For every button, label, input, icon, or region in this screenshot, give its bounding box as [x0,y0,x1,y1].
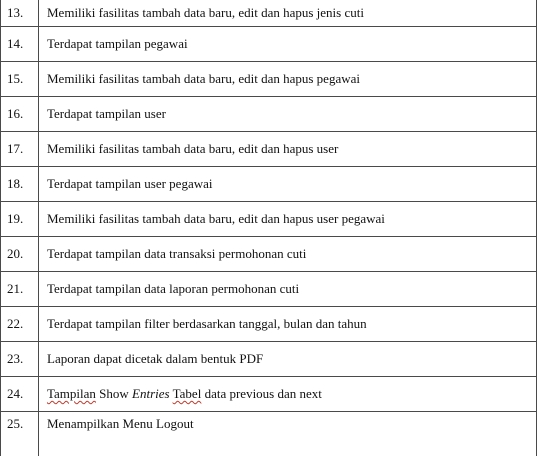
table-row [1,272,537,307]
row-number: 14. [1,27,39,62]
spell-underlined-word: Tampilan [47,386,96,401]
row-description: Memiliki fasilitas tambah data baru, edit dan hapus user pegawai [39,202,537,237]
row-number: 17. [1,132,39,167]
row-description: Memiliki fasilitas tambah data baru, edit dan hapus jenis cuti [39,0,537,27]
table-row [1,132,537,167]
row-description: Terdapat tampilan user pegawai [39,167,537,202]
row-number: 16. [1,97,39,132]
table-row [1,62,537,97]
row-description: Terdapat tampilan data laporan permohonan cuti [39,272,537,307]
table-row [1,97,537,132]
row-description: Terdapat tampilan pegawai [39,27,537,62]
row-description: Laporan dapat dicetak dalam bentuk PDF [39,342,537,377]
table-row [1,167,537,202]
table-row [1,237,537,272]
row-description: Memiliki fasilitas tambah data baru, edit dan hapus user [39,132,537,167]
row-number: 24. [1,377,39,412]
table-row [1,412,537,456]
row-number: 20. [1,237,39,272]
row-number: 13. [1,0,39,27]
row-description: Terdapat tampilan data transaksi permohonan cuti [39,237,537,272]
row-number: 15. [1,62,39,97]
row-number: 25. [1,412,39,456]
spell-underlined-word: Tabel [173,386,202,401]
table-row [1,27,537,62]
row-description: Memiliki fasilitas tambah data baru, edit dan hapus pegawai [39,62,537,97]
row-number: 19. [1,202,39,237]
table-row [1,342,537,377]
row-number: 21. [1,272,39,307]
table-row [1,0,537,27]
table-row [1,307,537,342]
row-description: Terdapat tampilan filter berdasarkan tanggal, bulan dan tahun [39,307,537,342]
row-description: Terdapat tampilan user [39,97,537,132]
row-number: 23. [1,342,39,377]
table-row [1,202,537,237]
row-description: Menampilkan Menu Logout [39,412,537,456]
row-description: Tampilan Show Entries Tabel data previous dan next [39,377,537,412]
row-number: 18. [1,167,39,202]
row-number: 22. [1,307,39,342]
table-row [1,377,537,412]
italic-word: Entries [132,386,170,401]
